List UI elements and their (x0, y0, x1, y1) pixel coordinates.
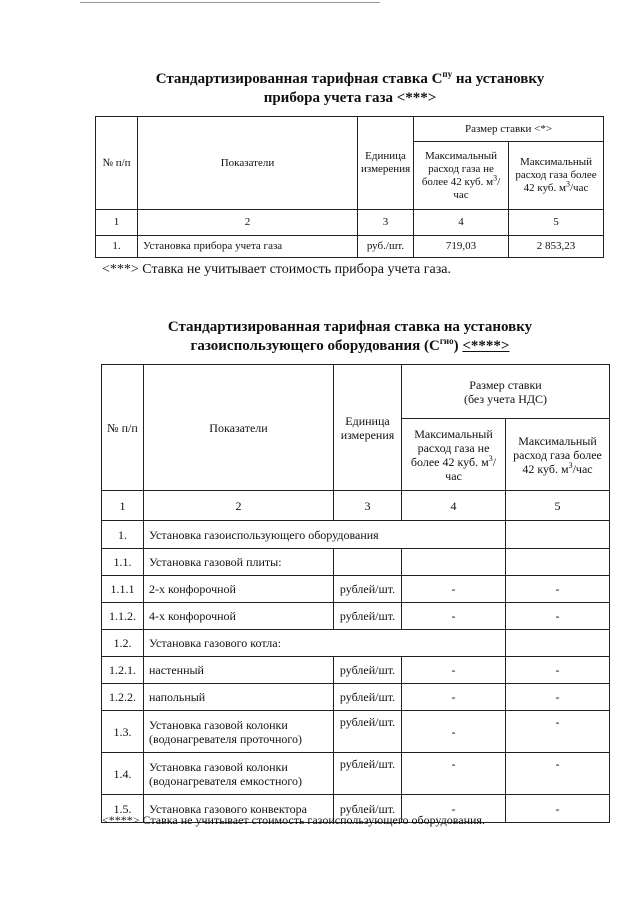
table-row: 1.1.2. 4-х конфорочной рублей/шт. - - (102, 603, 610, 630)
section1-title: Стандартизированная тарифная ставка $С^{пу}$ на установку прибора учета газа <***> (155, 69, 545, 106)
table-row: 1. Установка газоиспользующего оборудования (102, 521, 610, 549)
table-row: 1.5. Установка газового конвектора рублей/шт. - - (102, 795, 610, 823)
meter-rate-table (95, 116, 604, 258)
table-row: 1.1. Установка газовой плиты: (102, 549, 610, 576)
footnote-equipment: <****> Ставка не учитывает стоимость газоиспользующего оборудования. (102, 813, 485, 827)
header-unit: Единица измерения (334, 365, 402, 491)
header-unit: Единица измерения (358, 117, 414, 210)
header-indicator: Показатели (138, 117, 358, 210)
table-row: 1.1.1 2-х конфорочной рублей/шт. - - (102, 576, 610, 603)
header-max1: Максимальный расход газа не более 42 куб. $м^3$/час (402, 419, 506, 491)
header-max2: Максимальный расход газа более 42 куб. $м^3$/час (506, 419, 610, 491)
footnote-meter: <***> Ставка не учитывает стоимость прибора учета газа. (102, 262, 451, 277)
header-num: № п/п (96, 117, 138, 210)
header-indicator: Показатели (144, 365, 334, 491)
equipment-rate-table (101, 364, 610, 823)
header-max2: Максимальный расход газа более 42 куб. $м^3$/час (509, 142, 604, 210)
index-row: 1 2 3 4 5 (102, 491, 610, 521)
table-row: 1.4. Установка газовой колонки (водонагревателя емкостного) рублей/шт. - - (102, 753, 610, 795)
table-row: 1.2.1. настенный рублей/шт. - - (102, 657, 610, 684)
header-rate: Размер ставки (без учета НДС) (402, 365, 610, 419)
scan-top-line (80, 2, 380, 3)
section2-title: Стандартизированная тарифная ставка на установку газоиспользующего оборудования $(С^{гио})$ <****> (167, 319, 533, 354)
table-row: 1.2.2. напольный рублей/шт. - - (102, 684, 610, 711)
table-row: 1.2. Установка газового котла: (102, 630, 610, 657)
header-num: № п/п (102, 365, 144, 491)
index-row: 1 2 3 4 5 (96, 210, 604, 236)
table-row: 1. Установка прибора учета газа руб./шт. 719,03 2 853,23 (96, 236, 604, 258)
header-rate: Размер ставки <*> (414, 117, 604, 142)
table-row: 1.3. Установка газовой колонки (водонагревателя проточного) рублей/шт. - - (102, 711, 610, 753)
header-max1: Максимальный расход газа не более 42 куб. $м^3$/час (414, 142, 509, 210)
